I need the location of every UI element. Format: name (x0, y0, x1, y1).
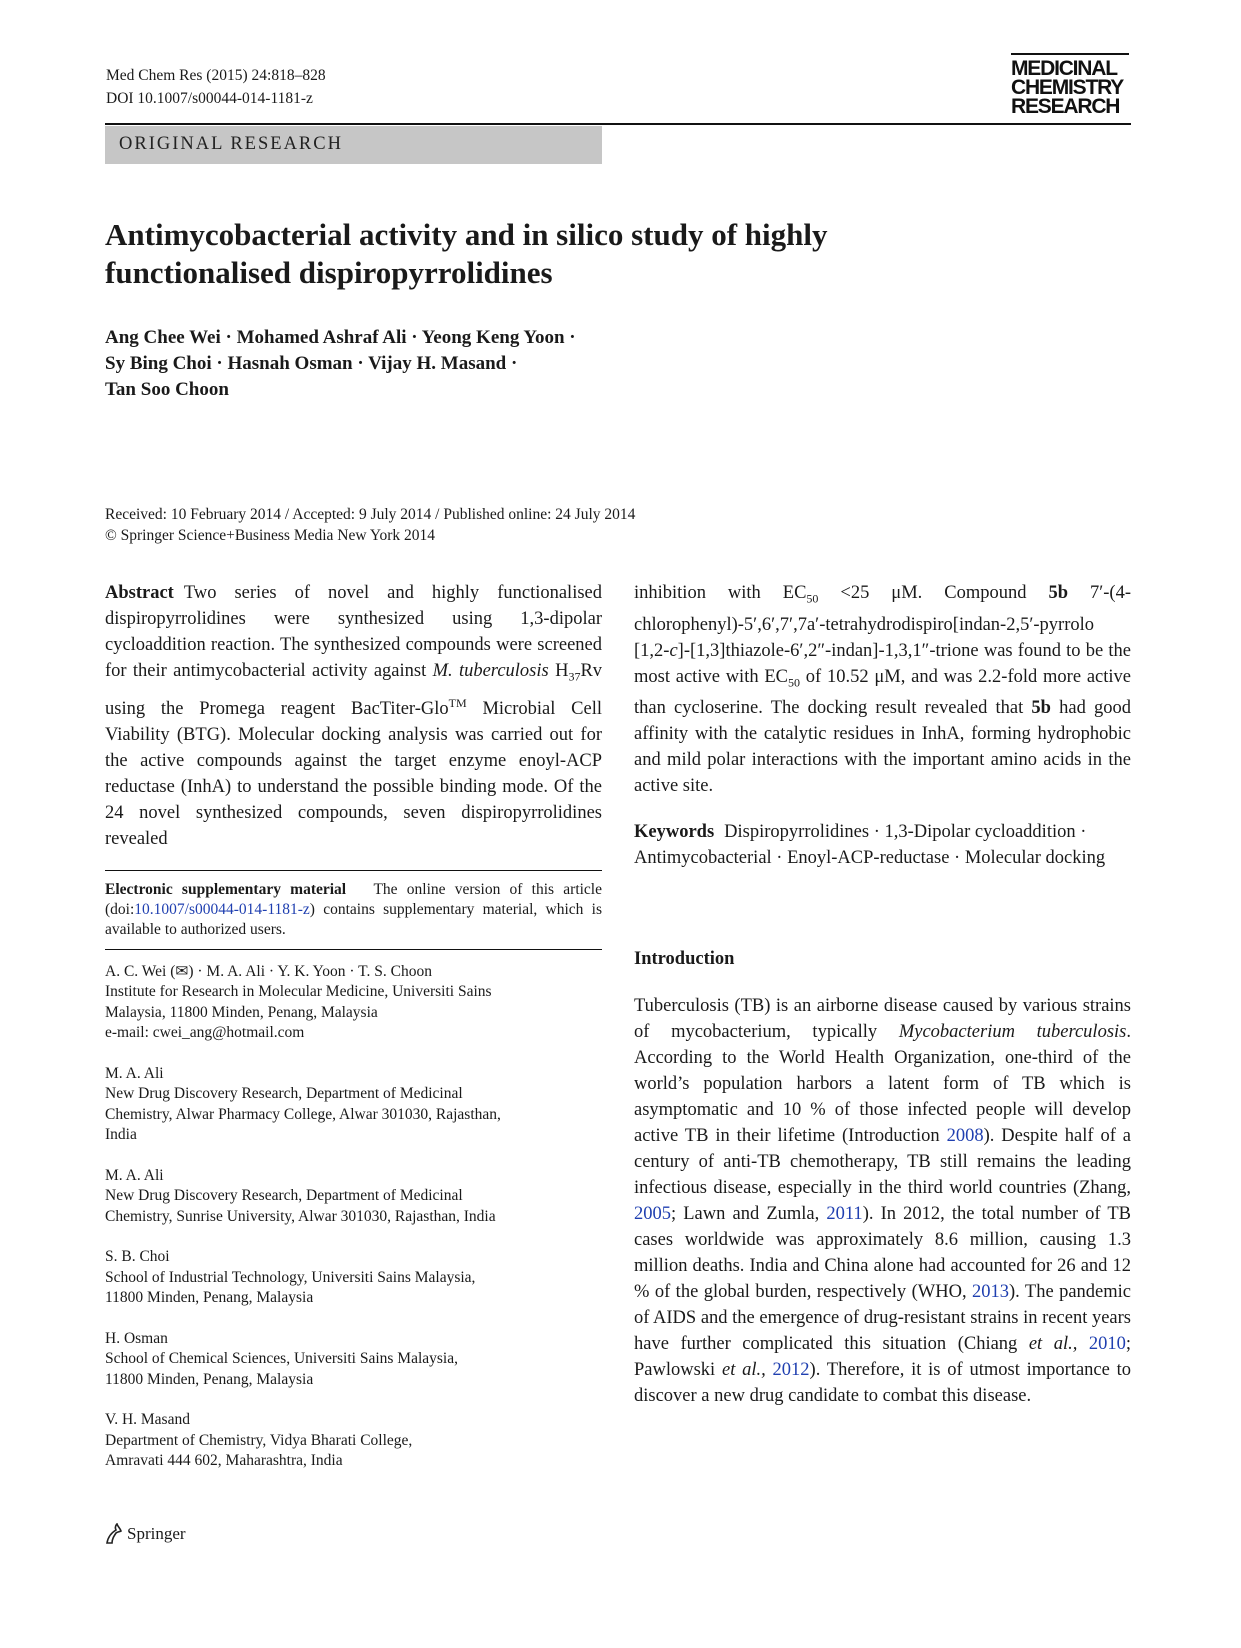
affiliations (105, 950, 602, 1472)
logo-line-2: CHEMISTRY (1011, 76, 1124, 99)
article-title: Antimycobacterial activity and in silico study of highly functionalised dispiropyrrolidines (105, 217, 828, 290)
introduction-heading: Introduction (634, 949, 735, 970)
logo-line-3: RESEARCH (1011, 95, 1120, 118)
abstract-continued (634, 580, 1131, 799)
citation-link[interactable]: 2013 (972, 1282, 1010, 1303)
affiliation-authors: A. C. Wei (✉) · M. A. Ali · Y. K. Yoon · T. S. Choon (105, 962, 432, 980)
intro-organism: Mycobacterium tuberculosis (898, 1022, 1127, 1043)
affiliation-1 (105, 962, 602, 1044)
citation-link[interactable]: 2008 (946, 1126, 984, 1147)
springer-horse-icon (103, 1523, 123, 1545)
intro-text: ). The pandemic of AIDS and the emergence of drug-resistant strains in recent years have further complicated this situation (Chiang (634, 1282, 1131, 1355)
abstract-text-4: <25 μM. Compound (840, 583, 1027, 603)
abstract-text-2: Microbial Cell Viability (BTG). Molecular docking analysis was carried out for the active compounds against the target enzyme enoyl-ACP reductase (InhA) to understand the possible binding mode. Of the 24 novel synthesized compounds, seven dispiropyrrolidines revealed (105, 698, 603, 849)
affiliation-line: Malaysia, 11800 Minden, Penang, Malaysia (105, 1003, 378, 1021)
affiliation-line: Chemistry, Alwar Pharmacy College, Alwar 301030, Rajasthan, (105, 1105, 501, 1123)
affiliation-line: 11800 Minden, Penang, Malaysia (105, 1289, 314, 1307)
esm-label: Electronic supplementary material (105, 880, 347, 898)
citation-link[interactable]: 2011 (826, 1204, 863, 1225)
keywords-paragraph (634, 819, 1131, 871)
affiliation-line: India (105, 1126, 137, 1144)
compound-label: 5b (1048, 583, 1068, 603)
journal-citation: Med Chem Res (2015) 24:818–828 (106, 67, 326, 84)
strain-subscript: 37 (568, 669, 581, 684)
left-column (105, 580, 602, 1492)
intro-text: ). In 2012, the total number of TB cases worldwide was approximately 8.6 million, causing 1.3 million deaths. India and China alone had accounted for 26 and 12 % of the global burden, respectively (WHO, (634, 1204, 1132, 1303)
citation-link[interactable]: 2010 (1088, 1334, 1126, 1355)
et-al: et al., (1028, 1334, 1078, 1355)
organism-name: M. tuberculosis (432, 661, 549, 681)
section-label: ORIGINAL RESEARCH (105, 126, 602, 164)
supplementary-note (105, 871, 602, 949)
affiliation-line: Amravati 444 602, Maharashtra, India (105, 1452, 343, 1470)
doi-line: DOI 10.1007/s00044-014-1181-z (106, 90, 313, 107)
affiliation-2 (105, 1064, 602, 1146)
logo-line-1: MEDICINAL (1011, 57, 1117, 80)
right-column (634, 580, 1131, 1409)
authors-line-3: Tan Soo Choon (105, 379, 229, 400)
affiliation-authors: M. A. Ali (105, 1166, 164, 1184)
affiliation-authors: H. Osman (105, 1329, 168, 1347)
keywords-label: Keywords (634, 822, 715, 843)
et-al: et al., (721, 1360, 766, 1381)
citation-link[interactable]: 2005 (634, 1204, 671, 1225)
keywords-text: Dispiropyrrolidines · 1,3-Dipolar cycloaddition · Antimycobacterial · Enoyl-ACP-reductase · Molecular docking (634, 822, 1106, 869)
strain-h: H (555, 661, 569, 681)
affiliation-5 (105, 1329, 602, 1391)
header-rule (105, 123, 1131, 125)
intro-text: ; Lawn and Zumla, (671, 1204, 820, 1225)
abstract-text-8: had good affinity with the catalytic residues in InhA, forming hydrophobic and mild polar interactions with the important amino acids in the active site. (634, 698, 1132, 797)
esm-text-a: The online version of this article (doi: (105, 880, 602, 918)
abstract-text-3: inhibition with EC (634, 583, 807, 603)
introduction-paragraph (634, 993, 1131, 1409)
supplementary-doi-link[interactable]: 10.1007/s00044-014-1181-z (134, 900, 310, 918)
abstract-text-5: 7′-(4-chlorophenyl)-5′,6′,7′,7a′-tetrahydrodispiro[indan-2,5′-pyrrolo [1,2- (634, 583, 1131, 661)
affiliation-line: New Drug Discovery Research, Department of Medicinal (105, 1085, 463, 1103)
intro-text: ; Pawlowski (634, 1334, 1132, 1381)
affiliation-authors: V. H. Masand (105, 1411, 190, 1429)
publisher-footer (103, 1523, 186, 1545)
affiliation-4 (105, 1247, 602, 1309)
intro-text: ). Therefore, it is of utmost importance to discover a new drug candidate to combat this disease. (634, 1360, 1131, 1407)
affiliation-line: Department of Chemistry, Vidya Bharati College, (105, 1431, 413, 1449)
logo-rule (1011, 53, 1129, 55)
journal-meta (106, 64, 326, 110)
strain-rv-text: Rv using the Promega reagent BacTiter-Glo (105, 661, 603, 719)
affiliation-authors: M. A. Ali (105, 1064, 164, 1082)
affiliation-line: School of Chemical Sciences, Universiti Sains Malaysia, (105, 1350, 458, 1368)
italic-c: c (669, 640, 678, 661)
ec-subscript: 50 (806, 591, 819, 606)
affiliation-line: Institute for Research in Molecular Medicine, Universiti Sains (105, 983, 492, 1001)
abstract-paragraph (105, 580, 602, 852)
abstract-label: Abstract (105, 583, 174, 603)
copyright-line: © Springer Science+Business Media New York 2014 (105, 527, 436, 544)
publication-dates (105, 504, 865, 546)
trademark: TM (448, 695, 467, 710)
publisher-name: Springer (127, 1524, 186, 1543)
journal-logo (1011, 53, 1131, 116)
authors-line-2: Sy Bing Choi · Hasnah Osman · Vijay H. Masand · (105, 353, 518, 374)
abstract-text-1: Two series of novel and highly functionalised dispiropyrrolidines were synthesized using 1,3-dipolar cycloaddition reaction. The synthesized compounds were screened for their antimycobacterial activity against (105, 583, 602, 681)
citation-link[interactable]: 2012 (772, 1360, 810, 1381)
affiliation-line: School of Industrial Technology, Universiti Sains Malaysia, (105, 1268, 476, 1286)
intro-text: Tuberculosis (TB) is an airborne disease caused by various strains of mycobacterium, typically (634, 996, 1131, 1043)
affiliation-line: 11800 Minden, Penang, Malaysia (105, 1370, 314, 1388)
ec-subscript-2: 50 (788, 675, 800, 690)
author-list (105, 325, 805, 403)
affiliation-3 (105, 1166, 602, 1228)
intro-text: . According to the World Health Organization, one-third of the world’s population harbors a latent form of TB which is asymptomatic and 10 % of those infected people will develop active TB in their lifetime (Introduction (634, 1022, 1131, 1147)
affiliation-6 (105, 1410, 602, 1472)
compound-label-2: 5b (1031, 698, 1051, 719)
affiliation-email[interactable]: e-mail: cwei_ang@hotmail.com (105, 1024, 305, 1042)
abstract-text-6: ]-[1,3]thiazole-6′,2″-indan]-1,3,1″-trione was found to be the most active with EC (634, 640, 1131, 687)
affiliation-line: Chemistry, Sunrise University, Alwar 301030, Rajasthan, India (105, 1207, 496, 1225)
received-accepted-line: Received: 10 February 2014 / Accepted: 9 July 2014 / Published online: 24 July 2014 (105, 506, 636, 523)
affiliation-line: New Drug Discovery Research, Department of Medicinal (105, 1187, 463, 1205)
esm-text-b: ) contains supplementary material, which is available to authorized users. (105, 900, 602, 938)
abstract-text-7: of 10.52 μM, and was 2.2-fold more active than cycloserine. The docking result revealed that (634, 666, 1131, 719)
authors-line-1: Ang Chee Wei · Mohamed Ashraf Ali · Yeong Keng Yoon · (105, 327, 576, 348)
intro-text: ). Despite half of a century of anti-TB chemotherapy, TB still remains the leading infectious disease, especially in the third world countries (Zhang, (634, 1126, 1132, 1199)
affiliation-authors: S. B. Choi (105, 1248, 170, 1266)
